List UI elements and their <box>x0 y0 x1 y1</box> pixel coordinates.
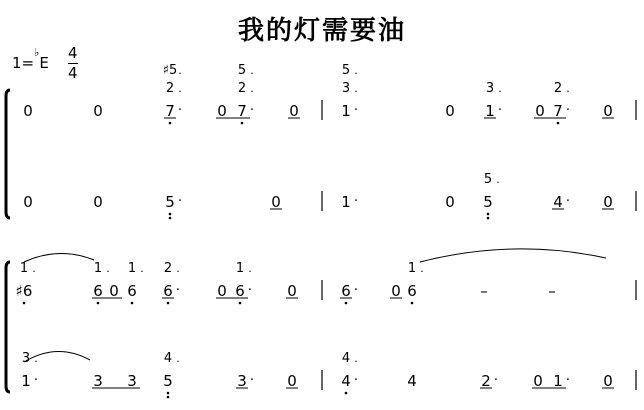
jianpu-note: 0 <box>217 282 227 300</box>
harmony-note: 2 <box>165 81 175 96</box>
harmony-note: 2 <box>553 81 563 96</box>
duration-dot: · <box>353 373 359 388</box>
harmony-dot: . <box>178 82 182 95</box>
harmony-note: 3 <box>341 81 351 96</box>
time-signature-top: 4 <box>68 44 78 62</box>
octave-dot-below <box>169 213 172 216</box>
octave-dot-below <box>167 396 170 399</box>
duration-dot: · <box>247 283 253 298</box>
duration-dot: · <box>249 103 255 118</box>
jianpu-note: 3 <box>237 372 247 390</box>
harmony-note: 4 <box>163 351 173 366</box>
harmony-note: 3 <box>21 351 31 366</box>
flat-sign: ♭ <box>34 46 40 59</box>
harmony-note: 5 <box>237 63 247 78</box>
jianpu-note: 6 <box>341 282 351 300</box>
jianpu-note: 7 <box>165 102 175 120</box>
jianpu-note: 6 <box>235 282 245 300</box>
duration-dot: · <box>33 373 39 388</box>
jianpu-note: ♯6 <box>15 282 33 300</box>
score-title: 我的灯需要油 <box>237 16 406 46</box>
key-prefix: 1= <box>12 54 35 72</box>
harmony-note: 2 <box>237 81 247 96</box>
octave-dot-below <box>557 122 560 125</box>
jianpu-note: 0 <box>93 193 103 211</box>
octave-dot-below <box>97 302 100 305</box>
duration-dot: · <box>565 194 571 209</box>
jianpu-note: 0 <box>217 102 227 120</box>
harmony-dot: . <box>496 173 500 186</box>
duration-dot: · <box>497 103 503 118</box>
octave-dot-below <box>345 302 348 305</box>
harmony-dot: . <box>420 262 424 275</box>
harmony-note: 1 <box>235 261 245 276</box>
harmony-note: 1 <box>407 261 417 276</box>
harmony-note: 5 <box>341 63 351 78</box>
jianpu-note: 0 <box>603 102 613 120</box>
harmony-note: 1 <box>93 261 103 276</box>
jianpu-note: 0 <box>109 282 119 300</box>
jianpu-note: 1 <box>21 372 31 390</box>
jianpu-note: 0 <box>603 193 613 211</box>
octave-dot-below <box>169 217 172 220</box>
octave-dot-below <box>411 302 414 305</box>
duration-dot: · <box>565 373 571 388</box>
jianpu-note: – <box>480 282 488 300</box>
jianpu-note: 2 <box>481 372 491 390</box>
time-signature-bottom: 4 <box>68 64 78 82</box>
jianpu-note: 6 <box>407 282 417 300</box>
octave-dot-below <box>487 217 490 220</box>
harmony-dot: . <box>354 82 358 95</box>
jianpu-note: 1 <box>553 372 563 390</box>
jianpu-note: 0 <box>535 102 545 120</box>
duration-dot: · <box>177 194 183 209</box>
duration-dot: · <box>353 283 359 298</box>
jianpu-note: 0 <box>533 372 543 390</box>
jianpu-note: 7 <box>237 102 247 120</box>
duration-dot: · <box>177 103 183 118</box>
harmony-note: 3 <box>485 81 495 96</box>
jianpu-note: 0 <box>287 372 297 390</box>
octave-dot-below <box>23 302 26 305</box>
key-note: E <box>39 54 49 72</box>
harmony-dot: . <box>354 64 358 77</box>
jianpu-note: 0 <box>391 282 401 300</box>
jianpu-note: 0 <box>93 102 103 120</box>
jianpu-note: 5 <box>165 193 175 211</box>
harmony-dot: . <box>176 262 180 275</box>
jianpu-note: 1 <box>341 193 351 211</box>
duration-dot: · <box>353 103 359 118</box>
jianpu-note: 0 <box>445 193 455 211</box>
harmony-dot: . <box>178 64 182 77</box>
octave-dot-below <box>487 213 490 216</box>
harmony-dot: . <box>32 262 36 275</box>
duration-dot: · <box>353 194 359 209</box>
octave-dot-below <box>167 392 170 395</box>
jianpu-note: 0 <box>271 193 281 211</box>
jianpu-note: 3 <box>93 372 103 390</box>
jianpu-note: 6 <box>93 282 103 300</box>
octave-dot-below <box>131 302 134 305</box>
harmony-note: 1 <box>19 261 29 276</box>
jianpu-note: 0 <box>287 282 297 300</box>
harmony-dot: . <box>498 82 502 95</box>
harmony-note: 4 <box>341 351 351 366</box>
slur <box>420 249 606 262</box>
jianpu-note: 7 <box>553 102 563 120</box>
duration-dot: · <box>565 103 571 118</box>
harmony-note: 1 <box>127 261 137 276</box>
jianpu-note: 6 <box>127 282 137 300</box>
octave-dot-below <box>239 302 242 305</box>
harmony-dot: . <box>176 352 180 365</box>
harmony-dot: . <box>140 262 144 275</box>
jianpu-note: 0 <box>23 102 33 120</box>
harmony-note: 2 <box>163 261 173 276</box>
jianpu-note: 6 <box>163 282 173 300</box>
jianpu-note: 5 <box>163 372 173 390</box>
duration-dot: · <box>493 373 499 388</box>
harmony-dot: . <box>106 262 110 275</box>
jianpu-note: 0 <box>23 193 33 211</box>
jianpu-note: 1 <box>485 102 495 120</box>
system-bracket <box>6 262 10 392</box>
system-bracket <box>6 90 10 218</box>
octave-dot-below <box>241 122 244 125</box>
jianpu-note: – <box>548 282 556 300</box>
slur <box>24 253 94 262</box>
octave-dot-below <box>167 302 170 305</box>
jianpu-note: 1 <box>341 102 351 120</box>
harmony-dot: . <box>250 82 254 95</box>
harmony-note: 5 <box>483 172 493 187</box>
jianpu-note: 4 <box>341 372 351 390</box>
jianpu-note: 4 <box>407 372 417 390</box>
jianpu-note: 4 <box>553 193 563 211</box>
jianpu-note: 0 <box>603 372 613 390</box>
jianpu-note: 0 <box>445 102 455 120</box>
octave-dot-below <box>169 122 172 125</box>
harmony-note: ♯5 <box>162 63 178 78</box>
octave-dot-below <box>345 392 348 395</box>
duration-dot: · <box>175 283 181 298</box>
jianpu-note: 3 <box>127 372 137 390</box>
harmony-dot: . <box>34 352 38 365</box>
harmony-dot: . <box>248 262 252 275</box>
jianpu-note: 0 <box>289 102 299 120</box>
harmony-dot: . <box>354 352 358 365</box>
jianpu-note: 5 <box>483 193 493 211</box>
duration-dot: · <box>249 373 255 388</box>
harmony-dot: . <box>250 64 254 77</box>
harmony-dot: . <box>566 82 570 95</box>
